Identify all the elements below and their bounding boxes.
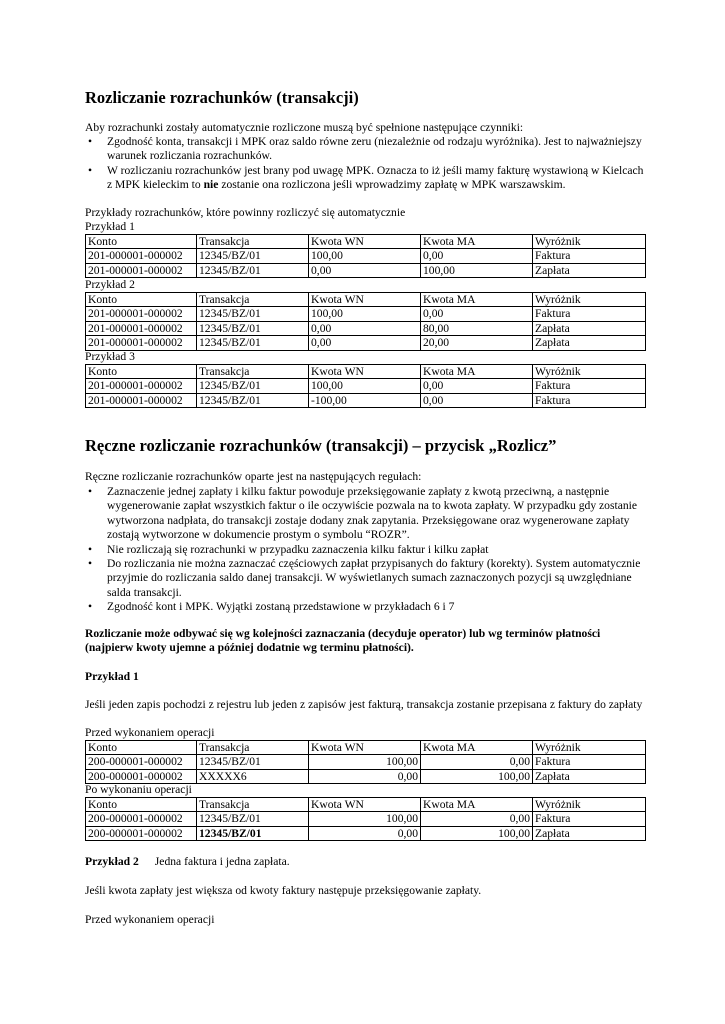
example-3-label: Przykład 3 — [85, 350, 135, 363]
section-2-title: Ręczne rozliczanie rozrachunków (transakcji) – przycisk „Rozlicz” — [85, 436, 557, 455]
table-row: 201-000001-000002 12345/BZ/01 0,00 80,00 Zapłata — [86, 321, 646, 335]
section-2-bullets — [85, 485, 645, 615]
before-operation-label: Przed wykonaniem operacji — [85, 726, 215, 739]
table-header-row: Konto Transakcja Kwota WN Kwota MA Wyróżnik — [86, 741, 646, 755]
example-2-label: Przykład 2 — [85, 278, 135, 291]
table-row: 200-000001-000002 12345/BZ/01 0,00 100,00 Zapłata — [86, 826, 646, 840]
header-transakcja: Transakcja — [197, 235, 309, 249]
table-row: 201-000001-000002 12345/BZ/01 100,00 0,00 Faktura — [86, 249, 646, 263]
examples-intro: Przykłady rozrachunków, które powinny rozliczyć się automatycznie — [85, 206, 406, 219]
example-1-label: Przykład 1 — [85, 220, 135, 233]
bold-note: Rozliczanie może odbywać się wg kolejności zaznaczania (decyduje operator) lub wg terminów płatności (najpierw kwoty ujemne a później dodatnie wg terminu płatności). — [85, 627, 601, 655]
manual-example-1-label: Przykład 1 — [85, 670, 139, 683]
after-operation-label: Po wykonaniu operacji — [85, 783, 192, 796]
manual-example-2-label: Przykład 2 — [85, 855, 139, 868]
list-item: • Zgodność kont i MPK. Wyjątki zostaną przedstawione w przykładach 6 i 7 — [85, 600, 645, 614]
example-2-table — [85, 292, 646, 351]
header-kwota-wn: Kwota WN — [309, 235, 421, 249]
header-kwota-ma: Kwota MA — [421, 235, 533, 249]
header-wyroznik: Wyróżnik — [533, 235, 646, 249]
table-row: 201-000001-000002 12345/BZ/01 100,00 0,00 Faktura — [86, 379, 646, 393]
table-header-row — [86, 235, 646, 249]
section-1-intro: Aby rozrachunki zostały automatycznie rozliczone muszą być spełnione następujące czynniki: — [85, 121, 524, 134]
section-1-bullets — [85, 135, 645, 193]
table-row: 200-000001-000002 XXXXX6 0,00 100,00 Zapłata — [86, 769, 646, 783]
list-item: • Zaznaczenie jednej zapłaty i kilku faktur powoduje przeksięgowanie zapłaty z kwotą przeciwną, a następnie wygenerowanie zapłat wszystkich faktur o ile oczywiście pozwala na to kwota zapłaty. W przypadku gdy zostanie wytworzona nadpłata, do transakcji zostaje dodany znak zapytania. Przeksięgowane oraz wygenerowane zapłaty zostają wytworzone w dokumencie prostym o symbolu “ROZR”. — [85, 485, 645, 543]
manual-example-2-text: Jeśli kwota zapłaty jest większa od kwoty faktury następuje przeksięgowanie zapłaty. — [85, 884, 482, 897]
header-konto: Konto — [86, 235, 197, 249]
list-item: • Do rozliczania nie można zaznaczać częściowych zapłat przypisanych do faktury (korekty). System automatycznie przyjmie do rozliczania saldo danej transakcji. W wyświetlanych sumach zaznaczonych pozycji są uwzględniane salda transakcji. — [85, 557, 645, 600]
example-1-table — [85, 234, 646, 278]
table-header-row: Konto Transakcja Kwota WN Kwota MA Wyróżnik — [86, 798, 646, 812]
manual-example-2-heading — [85, 855, 290, 869]
table-row: 201-000001-000002 12345/BZ/01 0,00 100,00 Zapłata — [86, 263, 646, 277]
manual-example-1-text: Jeśli jeden zapis pochodzi z rejestru lub jeden z zapisów jest fakturą, transakcja zostanie przepisana z faktury do zapłaty — [85, 698, 643, 711]
table-row: 200-000001-000002 12345/BZ/01 100,00 0,00 Faktura — [86, 812, 646, 826]
table-row: 201-000001-000002 12345/BZ/01 0,00 20,00 Zapłata — [86, 336, 646, 350]
manual-example-2-caption: Jedna faktura i jedna zapłata. — [154, 855, 290, 868]
section-2-intro: Ręczne rozliczanie rozrachunków oparte jest na następujących regułach: — [85, 470, 422, 483]
manual-example-2-before-label: Przed wykonaniem operacji — [85, 913, 215, 926]
table-header-row: Konto Transakcja Kwota WN Kwota MA Wyróżnik — [86, 293, 646, 307]
list-item: • Nie rozliczają się rozrachunki w przypadku zaznaczenia kilku faktur i kilku zapłat — [85, 543, 645, 557]
before-operation-table — [85, 740, 646, 784]
list-item: • W rozliczaniu rozrachunków jest brany pod uwagę MPK. Oznacza to iż jeśli mamy fakturę wystawioną w Kielcach z MPK kieleckim to nie zostanie ona rozliczona jeśli wprowadzimy zapłatę w MPK warszawskim. — [85, 164, 645, 193]
list-item: • Zgodność konta, transakcji i MPK oraz saldo równe zeru (niezależnie od rodzaju wyróżnika). Jest to najważniejszy warunek rozliczania rozrachunków. — [85, 135, 645, 164]
emphasis: nie — [203, 178, 219, 192]
after-operation-table — [85, 797, 646, 841]
table-row: 201-000001-000002 12345/BZ/01 100,00 0,00 Faktura — [86, 307, 646, 321]
example-3-table — [85, 364, 646, 408]
section-1-title: Rozliczanie rozrachunków (transakcji) — [85, 88, 359, 107]
table-row: 201-000001-000002 12345/BZ/01 -100,00 0,00 Faktura — [86, 393, 646, 407]
table-row: 200-000001-000002 12345/BZ/01 100,00 0,00 Faktura — [86, 755, 646, 769]
table-header-row: Konto Transakcja Kwota WN Kwota MA Wyróżnik — [86, 365, 646, 379]
